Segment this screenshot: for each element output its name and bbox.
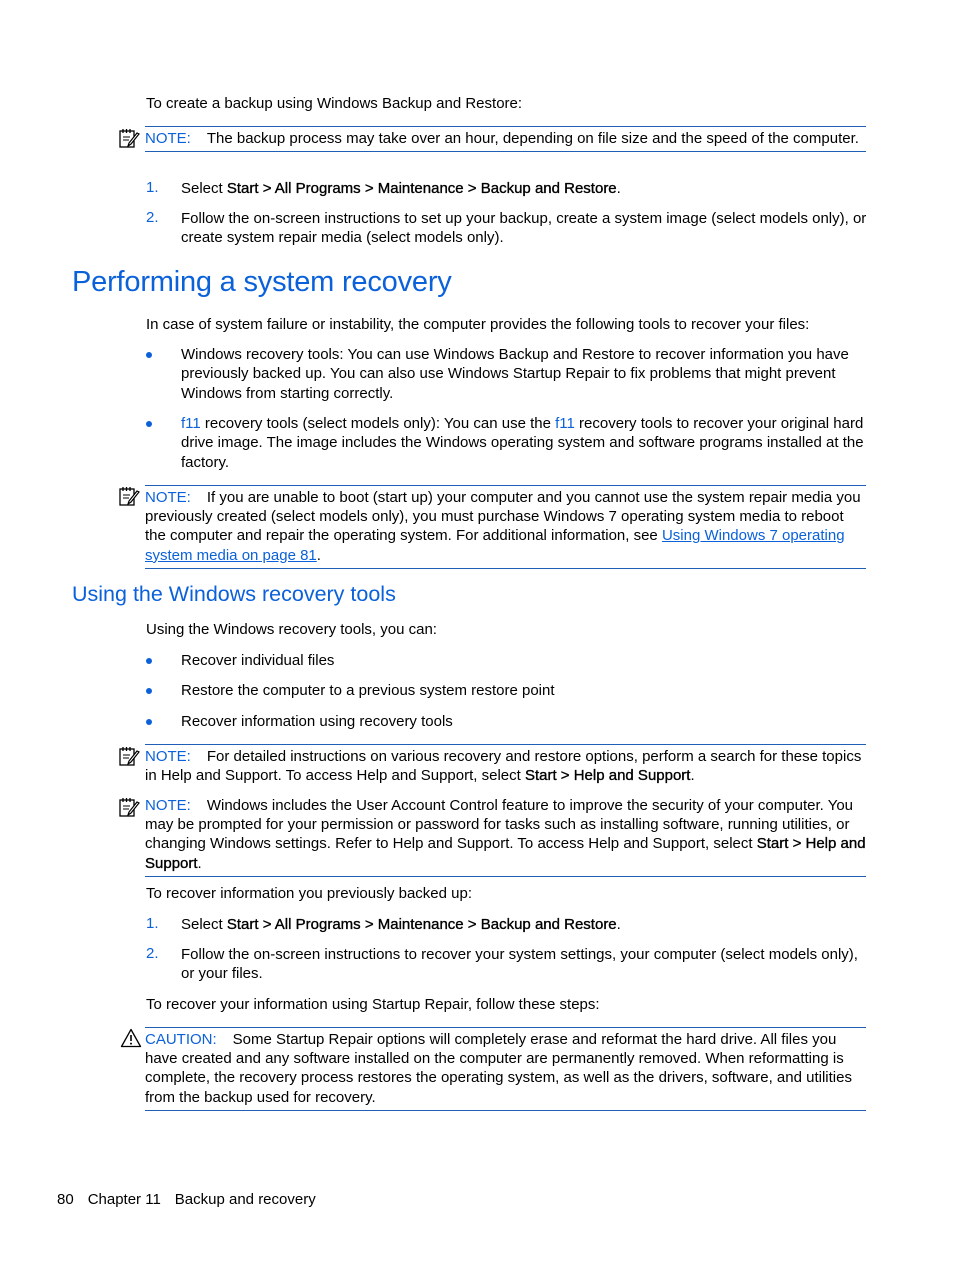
note-text: For detailed instructions on various recovery and restore options, perform a search for these topics in Help and Support. To access Help and Support, select [145, 748, 862, 785]
note-pad-icon [118, 796, 140, 818]
tools-intro: Using the Windows recovery tools, you can: [146, 621, 437, 638]
step-text-end: . [616, 180, 621, 197]
backup-intro: To create a backup using Windows Backup and Restore: [146, 95, 523, 112]
step-text: Select [181, 916, 227, 933]
note-detailed-instructions [145, 744, 866, 785]
startup-repair-intro: To recover your information using Startup Repair, follow these steps: [146, 996, 600, 1013]
bullet-text: recovery tools to recover your original hard drive image. The image includes the Windows operating system and software programs installed at the factory. [181, 415, 864, 471]
chapter-label: Chapter 11 [87, 1191, 161, 1208]
bullet-f11-recovery [181, 414, 871, 472]
note-text-end: . [197, 854, 202, 872]
note-label: NOTE: [145, 797, 191, 814]
bullet-marker [146, 688, 152, 694]
page-number: 80 [57, 1191, 74, 1208]
chapter-title: Backup and recovery [174, 1191, 316, 1208]
bullet-recover-information: Recover information using recovery tools [181, 713, 453, 730]
bullet-restore-point: Restore the computer to a previous system restore point [181, 682, 555, 699]
note-label: NOTE: [145, 130, 191, 147]
note-boot-failure [145, 485, 866, 569]
caution-startup-repair [145, 1027, 866, 1111]
step-follow-instructions: Follow the on-screen instructions to set up your backup, create a system image (select models only), or create system repair media (select models only). [181, 210, 867, 247]
note-label: NOTE: [145, 748, 191, 765]
note-pad-icon [118, 745, 140, 767]
bullet-marker [146, 719, 152, 725]
recovery-intro: In case of system failure or instability, the computer provides the following tools to recover your files: [146, 316, 810, 333]
menu-path: Start > All Programs > Maintenance > Backup and Restore [226, 916, 617, 933]
step-number: 2. [146, 945, 159, 962]
key-f11: f11 [555, 415, 575, 432]
note-text-end: . [316, 546, 321, 564]
note-pad-icon [118, 127, 140, 149]
menu-path: Start > All Programs > Maintenance > Backup and Restore [226, 180, 617, 197]
link-windows7-media[interactable]: Using Windows 7 operating system media on page 81 [145, 527, 845, 564]
note-text-end: . [690, 767, 695, 785]
step-text-end: . [616, 916, 621, 933]
note-backup-duration [145, 126, 866, 152]
bullet-text: recovery tools (select models only): You can use the [200, 415, 556, 432]
warning-triangle-icon [120, 1028, 142, 1048]
bullet-marker [146, 658, 152, 664]
step-text: Select [181, 180, 227, 197]
bullet-marker [146, 352, 152, 358]
bullet-windows-recovery-tools: Windows recovery tools: You can use Windows Backup and Restore to recover information you have previously backed up. You can also use Windows Startup Repair to fix problems that might prevent Windows from starting correctly. [181, 346, 849, 402]
recover-intro: To recover information you previously backed up: [146, 885, 473, 902]
step-follow-recover: Follow the on-screen instructions to recover your system settings, your computer (select models only), or your files. [181, 946, 858, 983]
note-user-account-control [145, 796, 866, 877]
note-text: The backup process may take over an hour, depending on file size and the speed of the computer. [206, 130, 859, 147]
note-text: If you are unable to boot (start up) your computer and you cannot use the system repair media you previously created (select models only), you must purchase Windows 7 operating system media to reboot the computer and repair the operating system. For additional information, see [145, 489, 861, 545]
note-text: Windows includes the User Account Control feature to improve the security of your computer. You may be prompted for your permission or password for tasks such as installing software, running utilities, or changing Windows settings. Refer to Help and Support. To access Help and Support, select [145, 797, 854, 853]
caution-text: Some Startup Repair options will completely erase and reformat the hard drive. All files you have created and any software installed on the computer are permanently removed. When reformatting is complete, the recovery process restores the operating system, as well as the drivers, software, and utilities from the backup used for recovery. [145, 1031, 852, 1106]
bullet-marker [146, 421, 152, 427]
page-footer [57, 1191, 330, 1208]
step-select-backup [181, 915, 871, 934]
note-label: NOTE: [145, 489, 191, 506]
menu-path: Start > Help and Support [524, 767, 691, 785]
subsection-heading: Using the Windows recovery tools [72, 582, 396, 606]
caution-label: CAUTION: [145, 1031, 217, 1048]
note-pad-icon [118, 485, 140, 507]
step-number: 2. [146, 209, 159, 226]
menu-path: Start > Help and Support [145, 835, 866, 872]
step-select-backup [181, 179, 871, 198]
section-heading: Performing a system recovery [72, 266, 452, 298]
step-number: 1. [146, 915, 159, 932]
step-number: 1. [146, 179, 159, 196]
key-f11: f11 [181, 415, 201, 432]
bullet-recover-files: Recover individual files [181, 652, 335, 669]
